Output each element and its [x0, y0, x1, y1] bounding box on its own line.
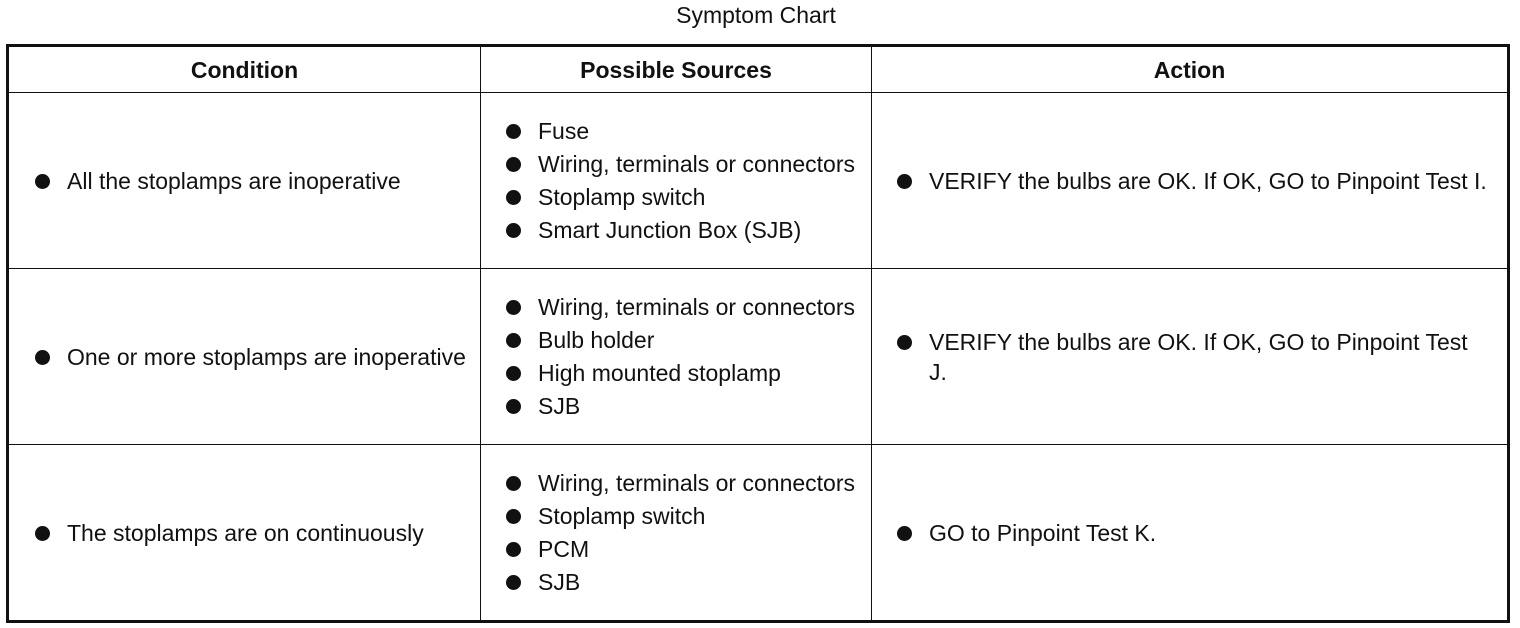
list-item — [481, 358, 871, 388]
source-text: Smart Junction Box (SJB) — [538, 217, 802, 243]
bullet-icon — [506, 300, 521, 315]
condition-cell — [8, 445, 481, 622]
list-item — [872, 327, 1507, 387]
list-item — [481, 325, 871, 355]
table-row — [8, 93, 1509, 269]
list-item — [481, 149, 871, 179]
bullet-icon — [506, 399, 521, 414]
bullet-icon — [35, 526, 50, 541]
sources-cell — [481, 93, 872, 269]
header-condition: Condition — [8, 46, 481, 93]
bullet-icon — [506, 575, 521, 590]
list-item — [481, 567, 871, 597]
bullet-icon — [506, 223, 521, 238]
list-item — [481, 215, 871, 245]
list-item — [481, 534, 871, 564]
source-text: PCM — [538, 536, 590, 562]
table-row — [8, 269, 1509, 445]
list-item — [481, 182, 871, 212]
condition-text: All the stoplamps are inoperative — [67, 167, 401, 194]
list-item — [872, 166, 1507, 196]
bullet-icon — [897, 174, 912, 189]
header-possible-sources: Possible Sources — [481, 46, 872, 93]
condition-text: The stoplamps are on continuously — [67, 519, 424, 546]
bullet-icon — [506, 542, 521, 557]
condition-text: One or more stoplamps are inoperative — [67, 343, 466, 370]
action-text: VERIFY the bulbs are OK. If OK, GO to Pinpoint Test J. — [929, 328, 1468, 385]
action-cell — [872, 93, 1509, 269]
bullet-icon — [35, 174, 50, 189]
sources-cell — [481, 269, 872, 445]
condition-cell — [8, 269, 481, 445]
action-cell — [872, 445, 1509, 622]
list-item — [481, 468, 871, 498]
list-item — [9, 166, 480, 196]
list-item — [481, 391, 871, 421]
source-text: SJB — [538, 569, 581, 595]
bullet-icon — [897, 526, 912, 541]
source-text: Stoplamp switch — [538, 503, 706, 529]
source-text: SJB — [538, 393, 581, 419]
action-cell — [872, 269, 1509, 445]
action-text: GO to Pinpoint Test K. — [929, 519, 1157, 546]
source-text: Fuse — [538, 118, 590, 144]
source-text: Bulb holder — [538, 327, 655, 353]
bullet-icon — [506, 157, 521, 172]
sources-cell — [481, 445, 872, 622]
bullet-icon — [506, 366, 521, 381]
source-text: Wiring, terminals or connectors — [538, 470, 855, 496]
page-title: Symptom Chart — [676, 2, 836, 28]
symptom-table — [6, 44, 1510, 623]
list-item — [9, 342, 480, 372]
bullet-icon — [35, 350, 50, 365]
list-item — [872, 518, 1507, 548]
source-text: Wiring, terminals or connectors — [538, 294, 855, 320]
list-item — [481, 292, 871, 322]
source-text: High mounted stoplamp — [538, 360, 781, 386]
bullet-icon — [897, 335, 912, 350]
list-item — [481, 501, 871, 531]
table-row — [8, 445, 1509, 622]
bullet-icon — [506, 476, 521, 491]
table-header-row — [8, 46, 1509, 93]
header-action: Action — [872, 46, 1509, 93]
source-text: Stoplamp switch — [538, 184, 706, 210]
condition-cell — [8, 93, 481, 269]
bullet-icon — [506, 509, 521, 524]
source-text: Wiring, terminals or connectors — [538, 151, 855, 177]
bullet-icon — [506, 124, 521, 139]
list-item — [481, 116, 871, 146]
action-text: VERIFY the bulbs are OK. If OK, GO to Pinpoint Test I. — [929, 167, 1487, 194]
bullet-icon — [506, 190, 521, 205]
list-item — [9, 518, 480, 548]
bullet-icon — [506, 333, 521, 348]
